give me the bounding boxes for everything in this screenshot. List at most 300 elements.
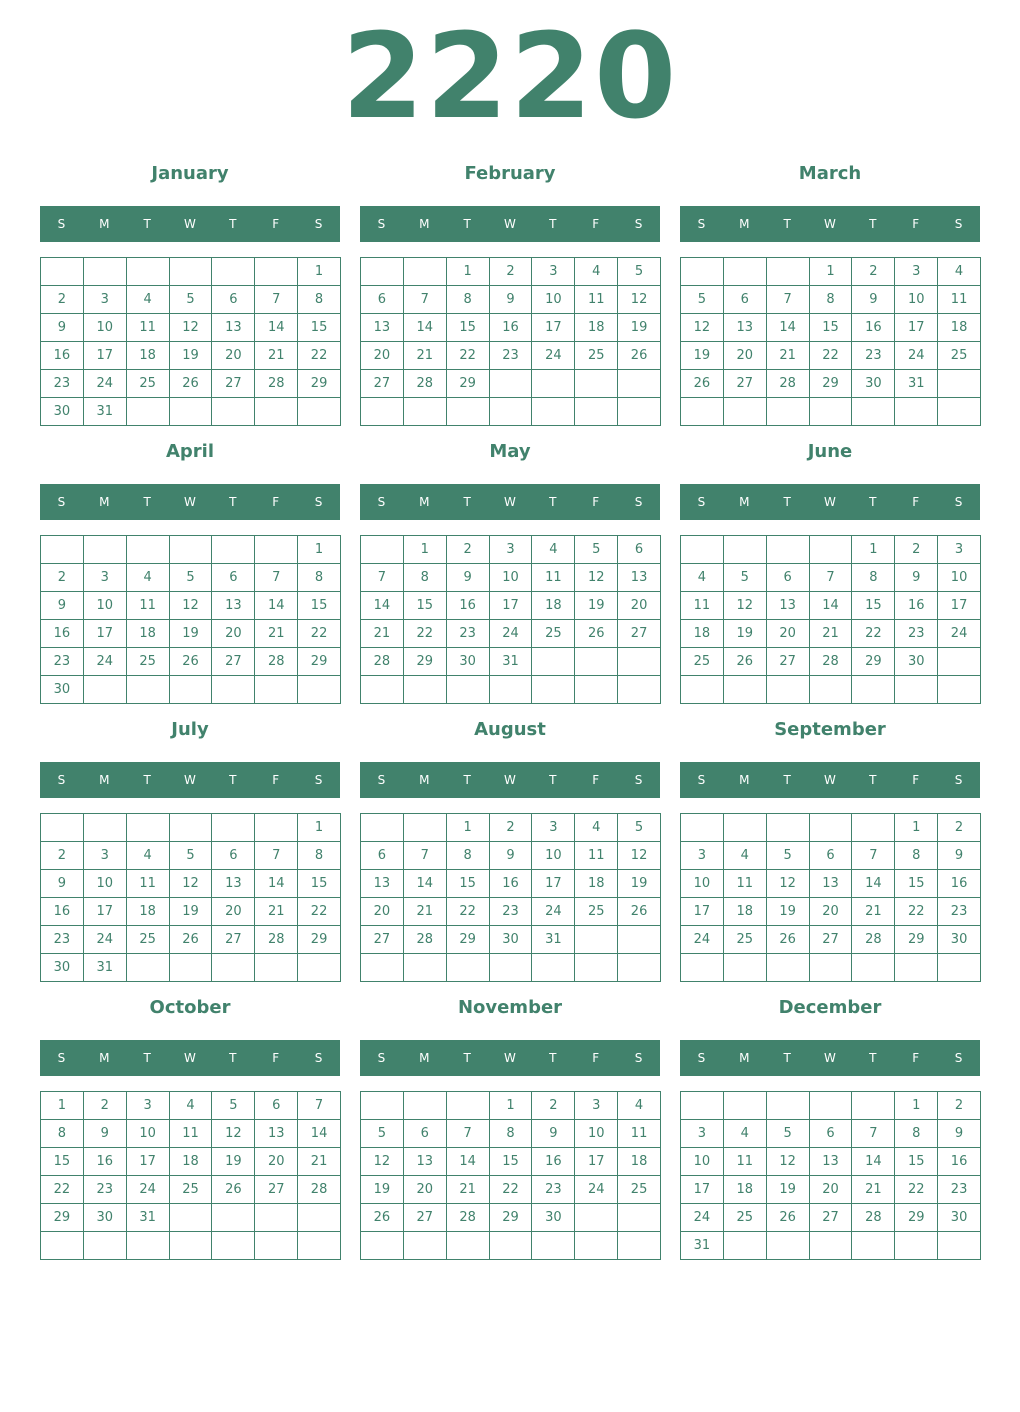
weekday-label: S xyxy=(57,1051,66,1065)
day-cell: 8 xyxy=(298,286,341,314)
day-cell: 29 xyxy=(447,926,490,954)
day-cell: 21 xyxy=(404,898,447,926)
day-cell: 31 xyxy=(532,926,575,954)
day-cell: 22 xyxy=(895,1176,938,1204)
day-cell: 5 xyxy=(767,842,810,870)
day-cell: 5 xyxy=(170,842,213,870)
day-grid xyxy=(680,813,981,982)
day-cell: 4 xyxy=(938,258,981,286)
day-cell: 29 xyxy=(490,1204,533,1232)
day-cell: 28 xyxy=(447,1204,490,1232)
day-cell: 12 xyxy=(724,592,767,620)
weekday-label: F xyxy=(592,1051,600,1065)
empty-day-cell xyxy=(767,398,810,426)
day-cell: 1 xyxy=(404,536,447,564)
empty-day-cell xyxy=(532,676,575,704)
day-cell: 6 xyxy=(361,842,404,870)
empty-day-cell xyxy=(895,954,938,982)
month-name: December xyxy=(778,997,882,1018)
empty-day-cell xyxy=(724,676,767,704)
empty-day-cell xyxy=(852,814,895,842)
day-cell: 23 xyxy=(41,926,84,954)
day-cell: 2 xyxy=(490,814,533,842)
day-cell: 4 xyxy=(724,1120,767,1148)
day-cell: 16 xyxy=(938,870,981,898)
month-name: January xyxy=(151,163,229,184)
day-cell: 15 xyxy=(895,1148,938,1176)
weekday-label: M xyxy=(739,1051,750,1065)
empty-day-cell xyxy=(361,676,404,704)
day-cell: 30 xyxy=(852,370,895,398)
day-cell: 14 xyxy=(404,314,447,342)
day-cell: 8 xyxy=(298,842,341,870)
weekday-header xyxy=(40,206,340,242)
day-cell: 31 xyxy=(681,1232,724,1260)
day-cell: 25 xyxy=(532,620,575,648)
weekday-label: S xyxy=(634,773,643,787)
empty-day-cell xyxy=(255,814,298,842)
weekday-label: F xyxy=(592,773,600,787)
day-cell: 1 xyxy=(41,1092,84,1120)
day-cell: 20 xyxy=(212,620,255,648)
day-cell: 19 xyxy=(618,870,661,898)
day-cell: 12 xyxy=(767,870,810,898)
empty-day-cell xyxy=(127,1232,170,1260)
day-cell: 16 xyxy=(490,314,533,342)
empty-day-cell xyxy=(170,954,213,982)
month-name: February xyxy=(464,163,556,184)
weekday-header xyxy=(680,1040,980,1076)
day-cell: 6 xyxy=(767,564,810,592)
day-cell: 29 xyxy=(298,926,341,954)
empty-day-cell xyxy=(361,398,404,426)
weekday-label: S xyxy=(377,217,386,231)
empty-day-cell xyxy=(127,954,170,982)
day-cell: 9 xyxy=(490,286,533,314)
empty-day-cell xyxy=(724,398,767,426)
day-cell: 24 xyxy=(681,1204,724,1232)
day-cell: 10 xyxy=(532,842,575,870)
empty-day-cell xyxy=(170,398,213,426)
weekday-label: S xyxy=(954,1051,963,1065)
day-cell: 22 xyxy=(298,342,341,370)
empty-day-cell xyxy=(170,1232,213,1260)
day-cell: 19 xyxy=(681,342,724,370)
day-cell: 8 xyxy=(447,286,490,314)
empty-day-cell xyxy=(212,398,255,426)
day-cell: 14 xyxy=(404,870,447,898)
weekday-header xyxy=(360,1040,660,1076)
day-cell: 21 xyxy=(852,1176,895,1204)
empty-day-cell xyxy=(767,676,810,704)
day-cell: 20 xyxy=(361,898,404,926)
empty-day-cell xyxy=(361,258,404,286)
day-grid xyxy=(360,813,661,982)
day-cell: 11 xyxy=(575,286,618,314)
weekday-label: T xyxy=(229,495,237,509)
weekday-label: M xyxy=(739,773,750,787)
day-cell: 24 xyxy=(575,1176,618,1204)
day-cell: 17 xyxy=(490,592,533,620)
day-cell: 4 xyxy=(532,536,575,564)
day-cell: 17 xyxy=(681,898,724,926)
day-cell: 9 xyxy=(41,314,84,342)
day-cell: 30 xyxy=(41,954,84,982)
day-cell: 18 xyxy=(575,870,618,898)
day-cell: 6 xyxy=(212,564,255,592)
day-cell: 18 xyxy=(724,1176,767,1204)
empty-day-cell xyxy=(938,954,981,982)
empty-day-cell xyxy=(361,954,404,982)
weekday-label: M xyxy=(419,217,430,231)
weekday-label: M xyxy=(739,217,750,231)
weekday-header xyxy=(40,762,340,798)
weekday-label: W xyxy=(824,1051,836,1065)
day-cell: 3 xyxy=(681,1120,724,1148)
day-cell: 17 xyxy=(532,870,575,898)
day-cell: 27 xyxy=(361,926,404,954)
day-cell: 19 xyxy=(618,314,661,342)
weekday-label: W xyxy=(504,217,516,231)
day-cell: 25 xyxy=(724,1204,767,1232)
day-cell: 22 xyxy=(404,620,447,648)
day-cell: 27 xyxy=(618,620,661,648)
day-cell: 23 xyxy=(490,342,533,370)
day-cell: 15 xyxy=(895,870,938,898)
weekday-header xyxy=(680,206,980,242)
empty-day-cell xyxy=(84,814,127,842)
day-cell: 16 xyxy=(938,1148,981,1176)
day-cell: 12 xyxy=(618,286,661,314)
day-cell: 8 xyxy=(895,842,938,870)
weekday-header xyxy=(360,206,660,242)
empty-day-cell xyxy=(298,1232,341,1260)
day-cell: 15 xyxy=(447,314,490,342)
empty-day-cell xyxy=(532,648,575,676)
day-cell: 6 xyxy=(810,842,853,870)
day-cell: 19 xyxy=(361,1176,404,1204)
day-cell: 21 xyxy=(404,342,447,370)
empty-day-cell xyxy=(895,676,938,704)
day-cell: 13 xyxy=(212,314,255,342)
day-cell: 5 xyxy=(575,536,618,564)
day-cell: 21 xyxy=(810,620,853,648)
empty-day-cell xyxy=(255,676,298,704)
day-cell: 4 xyxy=(618,1092,661,1120)
empty-day-cell xyxy=(938,370,981,398)
day-cell: 7 xyxy=(810,564,853,592)
day-cell: 6 xyxy=(404,1120,447,1148)
day-grid xyxy=(360,535,661,704)
day-cell: 15 xyxy=(298,592,341,620)
empty-day-cell xyxy=(681,398,724,426)
day-cell: 12 xyxy=(681,314,724,342)
weekday-label: S xyxy=(697,495,706,509)
day-cell: 21 xyxy=(255,898,298,926)
day-cell: 6 xyxy=(724,286,767,314)
day-cell: 28 xyxy=(852,1204,895,1232)
weekday-label: M xyxy=(739,495,750,509)
day-cell: 28 xyxy=(852,926,895,954)
day-cell: 12 xyxy=(767,1148,810,1176)
empty-day-cell xyxy=(490,370,533,398)
day-cell: 5 xyxy=(361,1120,404,1148)
day-cell: 11 xyxy=(724,870,767,898)
day-cell: 20 xyxy=(404,1176,447,1204)
day-cell: 17 xyxy=(127,1148,170,1176)
day-cell: 10 xyxy=(84,592,127,620)
day-cell: 23 xyxy=(938,1176,981,1204)
weekday-label: W xyxy=(184,1051,196,1065)
day-cell: 16 xyxy=(41,620,84,648)
empty-day-cell xyxy=(724,1092,767,1120)
weekday-label: S xyxy=(954,495,963,509)
empty-day-cell xyxy=(127,536,170,564)
day-cell: 27 xyxy=(767,648,810,676)
day-cell: 29 xyxy=(810,370,853,398)
month-name: October xyxy=(149,997,231,1018)
empty-day-cell xyxy=(618,1232,661,1260)
month-name: May xyxy=(489,441,531,462)
empty-day-cell xyxy=(852,954,895,982)
day-cell: 1 xyxy=(298,814,341,842)
day-cell: 2 xyxy=(41,286,84,314)
day-cell: 17 xyxy=(532,314,575,342)
weekday-label: T xyxy=(463,217,471,231)
empty-day-cell xyxy=(575,648,618,676)
empty-day-cell xyxy=(810,676,853,704)
empty-day-cell xyxy=(212,1232,255,1260)
weekday-header xyxy=(360,762,660,798)
day-cell: 13 xyxy=(618,564,661,592)
day-cell: 2 xyxy=(84,1092,127,1120)
empty-day-cell xyxy=(724,536,767,564)
day-cell: 19 xyxy=(724,620,767,648)
weekday-label: T xyxy=(783,773,791,787)
day-cell: 3 xyxy=(895,258,938,286)
empty-day-cell xyxy=(212,258,255,286)
empty-day-cell xyxy=(618,676,661,704)
day-grid xyxy=(40,535,341,704)
day-cell: 18 xyxy=(532,592,575,620)
empty-day-cell xyxy=(810,1092,853,1120)
day-cell: 3 xyxy=(127,1092,170,1120)
empty-day-cell xyxy=(447,1232,490,1260)
weekday-label: T xyxy=(229,217,237,231)
empty-day-cell xyxy=(938,398,981,426)
day-cell: 29 xyxy=(298,370,341,398)
day-cell: 25 xyxy=(127,926,170,954)
weekday-label: T xyxy=(143,773,151,787)
day-cell: 2 xyxy=(852,258,895,286)
day-cell: 22 xyxy=(298,620,341,648)
day-cell: 3 xyxy=(532,258,575,286)
empty-day-cell xyxy=(404,1232,447,1260)
day-cell: 6 xyxy=(212,286,255,314)
empty-day-cell xyxy=(767,1092,810,1120)
day-cell: 8 xyxy=(404,564,447,592)
day-cell: 25 xyxy=(681,648,724,676)
day-cell: 5 xyxy=(618,814,661,842)
day-cell: 1 xyxy=(447,814,490,842)
day-cell: 7 xyxy=(404,286,447,314)
day-cell: 26 xyxy=(170,926,213,954)
day-cell: 7 xyxy=(255,842,298,870)
day-cell: 29 xyxy=(895,1204,938,1232)
day-cell: 5 xyxy=(212,1092,255,1120)
day-cell: 30 xyxy=(490,926,533,954)
day-cell: 27 xyxy=(212,648,255,676)
day-cell: 17 xyxy=(938,592,981,620)
day-cell: 20 xyxy=(212,342,255,370)
month-name: March xyxy=(798,163,862,184)
day-cell: 19 xyxy=(767,898,810,926)
day-cell: 12 xyxy=(170,314,213,342)
day-cell: 3 xyxy=(490,536,533,564)
weekday-label: F xyxy=(272,773,280,787)
day-cell: 17 xyxy=(575,1148,618,1176)
day-cell: 13 xyxy=(724,314,767,342)
weekday-label: S xyxy=(954,773,963,787)
day-cell: 29 xyxy=(447,370,490,398)
day-cell: 21 xyxy=(255,342,298,370)
day-cell: 8 xyxy=(41,1120,84,1148)
day-cell: 7 xyxy=(447,1120,490,1148)
day-grid xyxy=(360,1091,661,1260)
day-cell: 15 xyxy=(852,592,895,620)
day-cell: 4 xyxy=(127,564,170,592)
empty-day-cell xyxy=(447,1092,490,1120)
day-cell: 14 xyxy=(255,314,298,342)
weekday-label: M xyxy=(99,495,110,509)
day-cell: 22 xyxy=(298,898,341,926)
day-cell: 18 xyxy=(724,898,767,926)
weekday-label: T xyxy=(463,495,471,509)
day-cell: 10 xyxy=(575,1120,618,1148)
day-cell: 24 xyxy=(490,620,533,648)
day-cell: 21 xyxy=(298,1148,341,1176)
day-cell: 21 xyxy=(852,898,895,926)
weekday-label: T xyxy=(463,1051,471,1065)
day-cell: 22 xyxy=(852,620,895,648)
empty-day-cell xyxy=(532,398,575,426)
day-cell: 11 xyxy=(681,592,724,620)
day-grid xyxy=(40,257,341,426)
empty-day-cell xyxy=(852,398,895,426)
day-cell: 13 xyxy=(810,1148,853,1176)
day-cell: 18 xyxy=(127,620,170,648)
day-cell: 27 xyxy=(404,1204,447,1232)
day-cell: 23 xyxy=(895,620,938,648)
empty-day-cell xyxy=(575,954,618,982)
day-cell: 13 xyxy=(810,870,853,898)
empty-day-cell xyxy=(361,1232,404,1260)
day-cell: 22 xyxy=(447,898,490,926)
weekday-label: T xyxy=(549,773,557,787)
weekday-label: T xyxy=(783,217,791,231)
weekday-label: T xyxy=(143,495,151,509)
weekday-label: F xyxy=(592,217,600,231)
day-cell: 14 xyxy=(447,1148,490,1176)
weekday-label: W xyxy=(504,773,516,787)
weekday-label: T xyxy=(549,217,557,231)
day-cell: 13 xyxy=(404,1148,447,1176)
empty-day-cell xyxy=(84,536,127,564)
day-cell: 3 xyxy=(938,536,981,564)
day-cell: 29 xyxy=(404,648,447,676)
day-cell: 14 xyxy=(852,1148,895,1176)
day-cell: 13 xyxy=(361,870,404,898)
day-grid xyxy=(680,257,981,426)
weekday-label: S xyxy=(314,773,323,787)
weekday-label: M xyxy=(99,1051,110,1065)
day-cell: 24 xyxy=(84,926,127,954)
day-cell: 2 xyxy=(41,842,84,870)
weekday-label: T xyxy=(229,773,237,787)
empty-day-cell xyxy=(724,258,767,286)
day-cell: 25 xyxy=(938,342,981,370)
weekday-label: M xyxy=(99,773,110,787)
empty-day-cell xyxy=(938,648,981,676)
day-cell: 13 xyxy=(767,592,810,620)
empty-day-cell xyxy=(532,370,575,398)
day-cell: 1 xyxy=(895,1092,938,1120)
empty-day-cell xyxy=(681,1092,724,1120)
empty-day-cell xyxy=(681,536,724,564)
weekday-label: T xyxy=(463,773,471,787)
day-cell: 21 xyxy=(447,1176,490,1204)
day-cell: 23 xyxy=(41,648,84,676)
day-cell: 26 xyxy=(361,1204,404,1232)
day-cell: 8 xyxy=(298,564,341,592)
day-cell: 25 xyxy=(170,1176,213,1204)
empty-day-cell xyxy=(618,1204,661,1232)
weekday-label: S xyxy=(634,495,643,509)
day-cell: 14 xyxy=(361,592,404,620)
day-cell: 7 xyxy=(361,564,404,592)
day-cell: 21 xyxy=(767,342,810,370)
weekday-label: M xyxy=(419,1051,430,1065)
day-cell: 3 xyxy=(681,842,724,870)
day-cell: 11 xyxy=(127,870,170,898)
empty-day-cell xyxy=(681,258,724,286)
empty-day-cell xyxy=(575,1232,618,1260)
empty-day-cell xyxy=(170,1204,213,1232)
empty-day-cell xyxy=(681,954,724,982)
empty-day-cell xyxy=(575,926,618,954)
day-cell: 8 xyxy=(810,286,853,314)
day-cell: 10 xyxy=(681,1148,724,1176)
day-cell: 15 xyxy=(404,592,447,620)
day-cell: 29 xyxy=(298,648,341,676)
day-cell: 29 xyxy=(852,648,895,676)
day-cell: 25 xyxy=(127,648,170,676)
day-cell: 23 xyxy=(41,370,84,398)
weekday-label: F xyxy=(272,217,280,231)
weekday-label: T xyxy=(143,217,151,231)
day-cell: 24 xyxy=(681,926,724,954)
empty-day-cell xyxy=(127,814,170,842)
day-cell: 18 xyxy=(681,620,724,648)
day-cell: 16 xyxy=(532,1148,575,1176)
day-cell: 4 xyxy=(170,1092,213,1120)
day-cell: 16 xyxy=(895,592,938,620)
day-cell: 26 xyxy=(618,342,661,370)
day-cell: 30 xyxy=(532,1204,575,1232)
weekday-label: T xyxy=(869,495,877,509)
day-cell: 18 xyxy=(575,314,618,342)
day-cell: 31 xyxy=(84,398,127,426)
